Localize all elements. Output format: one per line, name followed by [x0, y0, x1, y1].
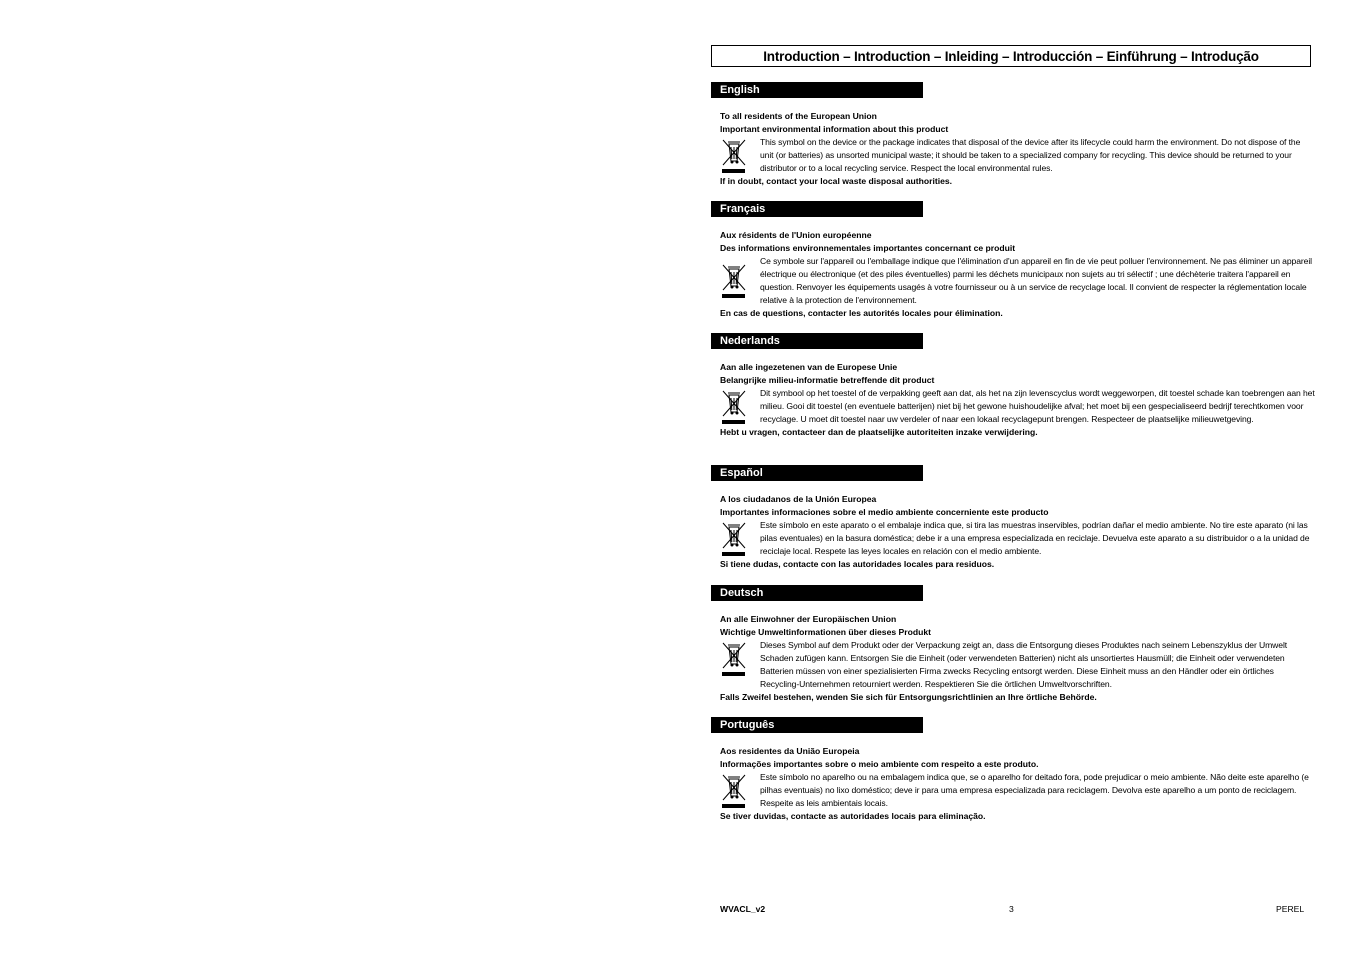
crossed-out-bin-icon: [720, 261, 748, 299]
section-closing: Falls Zweifel bestehen, wenden Sie sich für Entsorgungsrichtlinien an Ihre örtliche Behörde.: [720, 692, 1097, 702]
section-closing: If in doubt, contact your local waste disposal authorities.: [720, 176, 953, 186]
section-english: [711, 82, 1311, 188]
section-heading: Aan alle ingezetenen van de Europese Unie: [720, 362, 898, 372]
section-closing: Se tiver duvidas, contacte as autoridades locais para eliminação.: [720, 811, 986, 821]
section-header: English: [711, 82, 923, 98]
footer-page-number: 3: [1009, 904, 1014, 914]
section-heading: A los ciudadanos de la Unión Europea: [720, 494, 877, 504]
section-dutch: [711, 333, 1315, 439]
section-heading: Aos residentes da União Europeia: [720, 746, 860, 756]
footer-brand: PEREL: [1276, 904, 1305, 914]
section-subheading: Importantes informaciones sobre el medio ambiente concerniente este producto: [720, 507, 1049, 517]
section-spanish: [711, 465, 1311, 571]
section-body: Dieses Symbol auf dem Produkt oder der Verpackung zeigt an, dass die Entsorgung dieses Produktes nach seinem Lebenszyklus der Umwelt Schaden zufügen kann. Entsorgen Sie die Einheit (oder verwendeten Batterien) nicht als unsortiertes Hausmüll; die Einheit oder verwendeten Batterien müssen von einer spezialisierten Firma zwecks Recycling entsorgt werden. Diese Einheit muss an den Händler oder ein örtliches Recycling-Unternehmen retourniert werden. Respektieren Sie die örtlichen Umweltvorschriften.: [760, 640, 1288, 689]
section-header: Português: [711, 717, 923, 733]
section-header: Deutsch: [711, 585, 923, 601]
section-german: [711, 585, 1311, 704]
section-closing: Hebt u vragen, contacteer dan de plaatselijke autoriteiten inzake verwijdering.: [720, 427, 1038, 437]
section-header: Español: [711, 465, 923, 481]
crossed-out-bin-icon: [720, 639, 748, 677]
section-body: Este símbolo no aparelho ou na embalagem indica que, se o aparelho for deitado fora, pode prejudicar o meio ambiente. Não deite este aparelho (e pilhas eventuais) no lixo doméstico; deve ir para uma empresa especializada para reciclagem. Devolva este aparelho a um ponto de reciclagem. Respeite as leis ambientais locais.: [760, 772, 1309, 808]
section-heading: Aux résidents de l'Union européenne: [720, 230, 872, 240]
section-closing: Si tiene dudas, contacte con las autoridades locales para residuos.: [720, 559, 995, 569]
section-subheading: Des informations environnementales importantes concernant ce produit: [720, 243, 1016, 253]
section-body: Este símbolo en este aparato o el embalaje indica que, si tira las muestras inservibles, podrían dañar el medio ambiente. No tire este aparato (ni las pilas eventuales) en la basura doméstica; debe ir a una empresa especializada en reciclaje. Devuelva este aparato a su distribuidor o a la unidad de reciclaje local. Respete las leyes locales en relación con el medio ambiente.: [760, 520, 1310, 556]
section-heading: To all residents of the European Union: [720, 111, 877, 121]
crossed-out-bin-icon: [720, 519, 748, 557]
section-header: Nederlands: [711, 333, 923, 349]
section-body: This symbol on the device or the package indicates that disposal of the device after its lifecycle could harm the environment. Do not dispose of the unit (or batteries) as unsorted municipal waste; it should be taken to a specialized company for recycling. This device should be returned to your distributor or to a local recycling service. Respect the local environmental rules.: [760, 137, 1301, 173]
section-body: Dit symbool op het toestel of de verpakking geeft aan dat, als het na zijn levenscyclus wordt weggeworpen, dit toestel schade kan toebrengen aan het milieu. Gooi dit toestel (en eventuele batterijen) niet bij het gewone huishoudelijke afval; het moet bij een gespecialiseerd bedrijf terechtkomen voor recyclage. U moet dit toestel naar uw verdeler of naar een lokaal recyclagepunt brengen. Respecteer de plaatselijke milieuwetgeving.: [760, 388, 1315, 424]
section-header: Français: [711, 201, 923, 217]
section-body: Ce symbole sur l'appareil ou l'emballage indique que l'élimination d'un appareil en fin de vie peut polluer l'environnement. Ne pas éliminer un appareil électrique ou électronique (et des piles éventuelles) parmi les déchets municipaux non sujets au tri sélectif ; une déchèterie traitera l'appareil en question. Renvoyer les équipements usagés à votre fournisseur ou à un service de recyclage local. Il convient de respecter la réglementation locale relative à la protection de l'environnement.: [760, 256, 1312, 305]
crossed-out-bin-icon: [720, 136, 748, 174]
section-subheading: Belangrijke milieu-informatie betreffende dit product: [720, 375, 935, 385]
section-subheading: Important environmental information about this product: [720, 124, 949, 134]
section-subheading: Wichtige Umweltinformationen über dieses Produkt: [720, 627, 931, 637]
section-closing: En cas de questions, contacter les autorités locales pour élimination.: [720, 308, 1003, 318]
crossed-out-bin-icon: [720, 387, 748, 425]
section-subheading: Informações importantes sobre o meio ambiente com respeito a este produto.: [720, 759, 1039, 769]
section-portuguese: [711, 717, 1311, 823]
crossed-out-bin-icon: [720, 771, 748, 809]
page-title: Introduction – Introduction – Inleiding – Introducción – Einführung – Introdução: [711, 45, 1311, 67]
section-heading: An alle Einwohner der Europäischen Union: [720, 614, 897, 624]
footer-doc-code: WVACL_v2: [720, 904, 766, 914]
section-french: [711, 201, 1311, 320]
